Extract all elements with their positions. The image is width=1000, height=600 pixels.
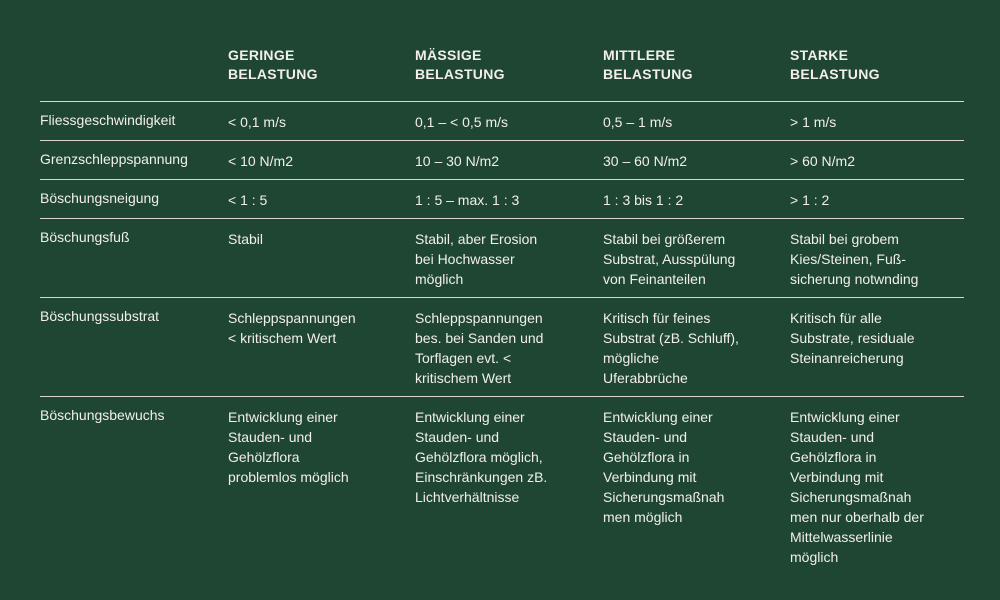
table-cell: Stabil bei grobem Kies/Steinen, Fuß- sicherung notwnding <box>790 231 919 287</box>
row-label: Grenzschleppspannung <box>40 151 188 167</box>
table-cell: < 1 : 5 <box>228 192 268 208</box>
table-cell: Kritisch für feines Substrat (zB. Schluff), mögliche Uferabbrüche <box>603 310 739 386</box>
table-cell: Stabil, aber Erosion bei Hochwasser möglich <box>415 231 538 287</box>
table-row <box>40 397 964 577</box>
row-label: Böschungsneigung <box>40 190 160 206</box>
table-cell: Stabil <box>228 231 264 247</box>
table-cell: < 10 N/m2 <box>228 153 293 169</box>
row-label: Böschungssubstrat <box>40 308 160 324</box>
table-cell: Entwicklung einer Stauden- und Gehölzflora problemlos möglich <box>228 409 349 485</box>
table-cell: > 1 : 2 <box>790 192 830 208</box>
belastung-table <box>40 46 964 577</box>
table-cell: Entwicklung einer Stauden- und Gehölzflora in Verbindung mit Sicherungsmaßnah men nur oberhalb der Mittelwasserlinie möglich <box>790 409 924 565</box>
table-cell: Entwicklung einer Stauden- und Gehölzflora in Verbindung mit Sicherungsmaßnah men möglich <box>603 409 725 525</box>
table-cell: > 60 N/m2 <box>790 153 855 169</box>
table-cell: Schleppspannungen bes. bei Sanden und Torflagen evt. < kritischem Wert <box>415 310 544 386</box>
table-cell: 30 – 60 N/m2 <box>603 153 688 169</box>
column-header-maessige: MÄSSIGE BELASTUNG <box>415 47 505 82</box>
table-row <box>40 298 964 397</box>
table-row <box>40 141 964 180</box>
table-cell: 0,1 – < 0,5 m/s <box>415 114 508 130</box>
table-cell: > 1 m/s <box>790 114 837 130</box>
row-label: Böschungsfuß <box>40 229 130 245</box>
row-label: Böschungsbewuchs <box>40 407 165 423</box>
table-cell: 1 : 5 – max. 1 : 3 <box>415 192 520 208</box>
table-cell: Kritisch für alle Substrate, residuale Steinanreicherung <box>790 310 915 366</box>
table-cell: < 0,1 m/s <box>228 114 286 130</box>
column-header-starke: STARKE BELASTUNG <box>790 47 880 82</box>
table-row <box>40 180 964 219</box>
table-cell: Entwicklung einer Stauden- und Gehölzflora möglich, Einschränkungen zB. Lichtverhältnisse <box>415 409 548 505</box>
column-header-mittlere: MITTLERE BELASTUNG <box>603 47 693 82</box>
table-cell: 0,5 – 1 m/s <box>603 114 673 130</box>
table-header-row <box>40 46 964 102</box>
table-cell: 10 – 30 N/m2 <box>415 153 500 169</box>
header-corner <box>40 46 228 47</box>
column-header-geringe: GERINGE BELASTUNG <box>228 47 318 82</box>
table-row <box>40 102 964 141</box>
table-cell: Schleppspannungen < kritischem Wert <box>228 310 356 346</box>
table-row <box>40 219 964 298</box>
table-cell: 1 : 3 bis 1 : 2 <box>603 192 684 208</box>
row-label: Fliessgeschwindigkeit <box>40 112 176 128</box>
table-cell: Stabil bei größerem Substrat, Ausspülung von Feinanteilen <box>603 231 736 287</box>
